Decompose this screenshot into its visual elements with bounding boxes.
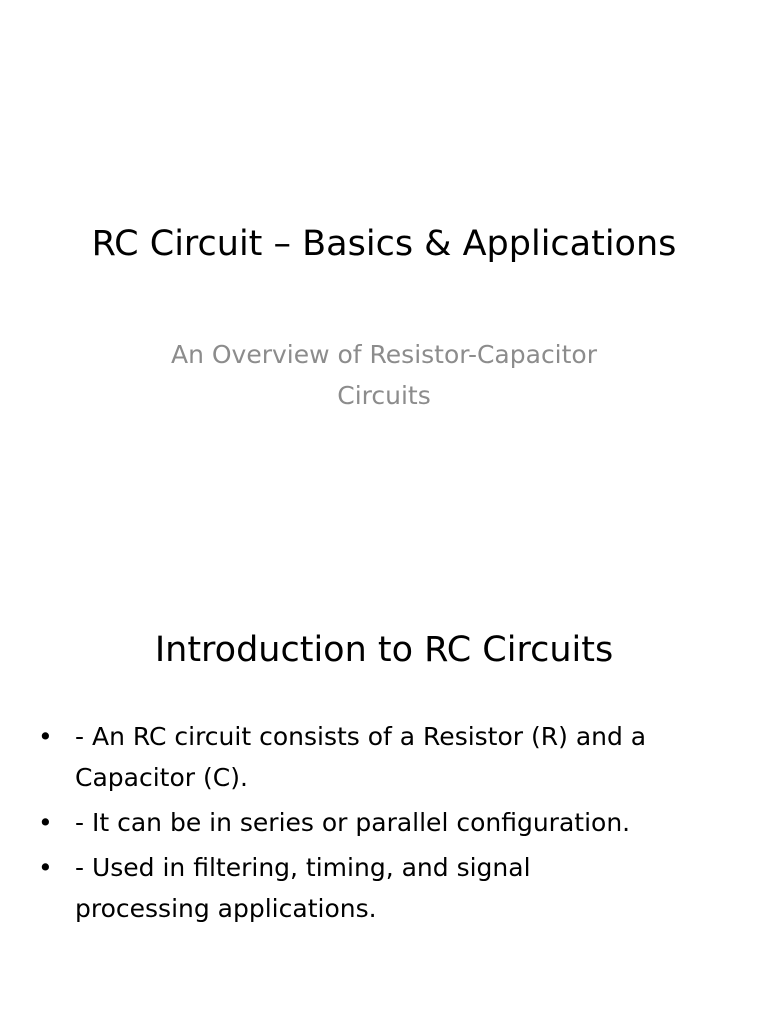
bullet-item (38, 847, 728, 929)
bullet-line: - It can be in series or parallel configuration. (75, 808, 631, 837)
bullet-text (75, 802, 728, 843)
slide-title: RC Circuit – Basics & Applications (91, 224, 677, 264)
bullet-line: - An RC circuit consists of a Resistor (R) and a (75, 722, 647, 751)
slide-subtitle (134, 334, 634, 416)
bullet-dot-icon: • (38, 722, 53, 751)
bullet-item (38, 716, 728, 798)
bullet-text (75, 716, 728, 798)
subtitle-line: Circuits (337, 381, 431, 410)
subtitle-line: An Overview of Resistor-Capacitor (170, 340, 598, 369)
slide-heading: Introduction to RC Circuits (154, 630, 614, 670)
bullet-line: processing applications. (75, 894, 377, 923)
content-slide (0, 576, 768, 1024)
bullet-text (75, 847, 728, 929)
bullet-dot-icon: • (38, 808, 53, 837)
bullet-dot-icon: • (38, 853, 53, 882)
bullet-item (38, 802, 728, 843)
bullet-line: Capacitor (C). (75, 763, 248, 792)
bullet-list (38, 716, 728, 933)
bullet-line: - Used in filtering, timing, and signal (75, 853, 531, 882)
